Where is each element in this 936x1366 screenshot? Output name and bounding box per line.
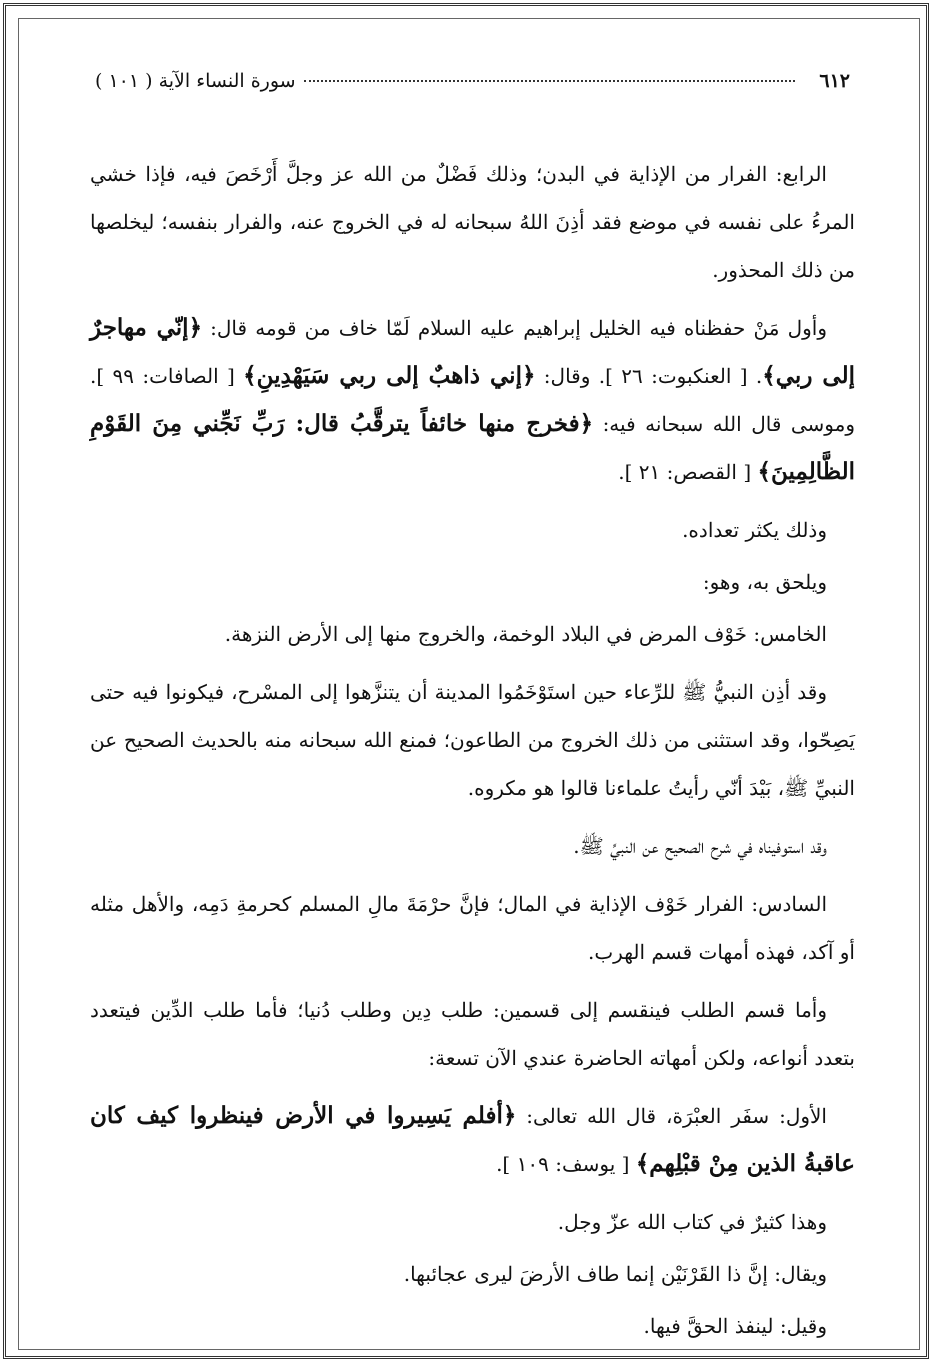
quran-quote: ﴿فخرج منها خائفاً يترقَّبُ قال: رَبِّ نَجِّني مِنَ القَوْمِ الظَّالِمِينَ﴾ bbox=[90, 410, 855, 485]
paragraph-text: وأول مَنْ حفظناه فيه الخليل إبراهيم عليه السلام لَمّا خاف من قومه قال: bbox=[202, 316, 827, 340]
paragraph-text: الأول: سفَر العبْرَة، قال الله تعالى: bbox=[516, 1104, 827, 1128]
paragraph-ibrahim-musa bbox=[90, 304, 855, 496]
paragraph-herders: وقد أذِن النبيُّ ﷺ للرِّعاء حين استَوْخَمُوا المدينة أن يتنزَّهوا إلى المسْرح، فيكونوا فيه حتى يَصِحّوا، وقد استثنى من ذلك الخروج من الطاعون؛ فمنع الله سبحانه منه بالحديث الصحيح عن النبيِّ ﷺ، بَيْدَ أنّي رأيتُ علماءنا قالوا هو مكروه. bbox=[90, 680, 855, 800]
paragraph-truth: وقيل: لينفذ الحقَّ فيها. bbox=[643, 1314, 827, 1338]
quran-quote: ﴿أفلم يَسِيروا في الأرض فينظروا كيف كان عاقبةُ الذين مِنْ قبْلِهم﴾ bbox=[90, 1102, 855, 1177]
paragraph-text: [ الصافات: ٩٩ ]. وموسى قال الله سبحانه فيه: bbox=[90, 364, 856, 436]
paragraph-count: وذلك يكثر تعداده. bbox=[682, 518, 827, 542]
page-body bbox=[90, 150, 855, 1354]
running-header bbox=[95, 70, 850, 92]
quran-quote: ﴿إني ذاهبٌ إلى ربي سَيَهْدِينِ﴾ bbox=[243, 362, 536, 389]
page-number: ٦١٢ bbox=[819, 70, 850, 92]
quran-quote: ﴿إنّي مهاجرٌ إلى ربي﴾ bbox=[90, 314, 855, 389]
paragraph-fifth: الخامس: خَوْف المرض في البلاد الوخمة، والخروج منها إلى الأرض النزهة. bbox=[224, 622, 827, 646]
paragraph-text: . [ العنكبوت: ٢٦ ]. وقال: bbox=[535, 364, 763, 388]
paragraph-sahih: وقد استوفيناه في شرح الصحيح عن النبيِّ ﷺ. bbox=[573, 834, 827, 858]
paragraph-text: [ يوسف: ١٠٩ ]. bbox=[496, 1152, 636, 1176]
header-dot-leader bbox=[304, 80, 796, 82]
paragraph-seeking: وأما قسم الطلب فينقسم إلى قسمين: طلب دِين وطلب دُنيا؛ فأما طلب الدِّين فيتعدد بتعدد أنواعه، ولكن أمهاته الحاضرة عندي الآن تسعة: bbox=[90, 998, 855, 1070]
paragraph-frequent: وهذا كثيرٌ في كتاب الله عزّ وجل. bbox=[557, 1210, 827, 1234]
paragraph-dhul-qarnayn: ويقال: إنَّ ذا القَرْنَيْن إنما طاف الأرضَ ليرى عجائبها. bbox=[403, 1262, 827, 1286]
paragraph-text: [ القصص: ٢١ ]. bbox=[618, 460, 758, 484]
paragraph-fourth: الرابع: الفرار من الإذاية في البدن؛ وذلك فَضْلٌ من الله عز وجلَّ أَرْخَصَ فيه، فإذا خشي المرءُ على نفسه في موضع فقد أذِنَ اللهُ سبحانه له في الخروج عنه، والفرار بنفسه؛ ليخلصها من ذلك المحذور. bbox=[90, 162, 855, 282]
paragraph-first-journey bbox=[90, 1092, 855, 1188]
paragraph-sixth: السادس: الفرار خَوْف الإذاية في المال؛ فإنَّ حرْمَةَ مالِ المسلم كحرمةِ دَمِه، والأهل مثله أو آكد، فهذه أمهات قسم الهرب. bbox=[90, 892, 855, 964]
paragraph-attached: ويلحق به، وهو: bbox=[702, 570, 827, 594]
surah-title: سورة النساء الآية ( ١٠١ ) bbox=[95, 70, 296, 92]
